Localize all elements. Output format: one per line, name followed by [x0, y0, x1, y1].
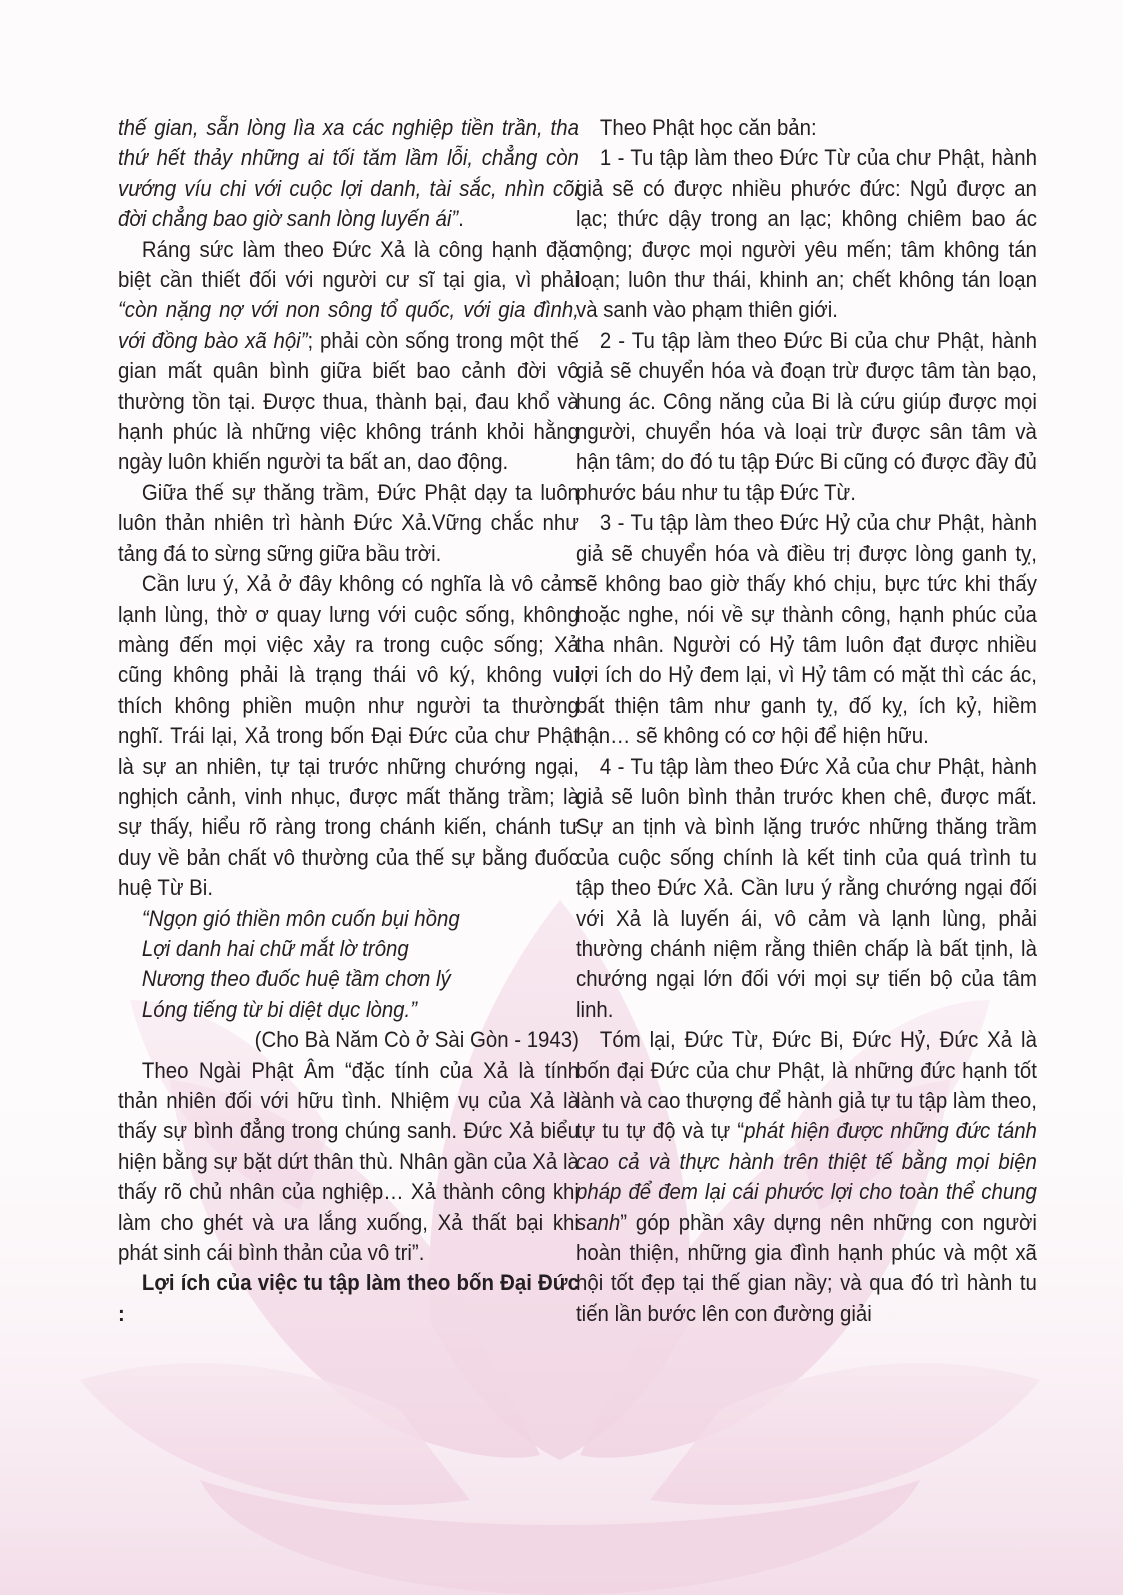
benefit-item-3: 3 - Tu tập làm theo Đức Hỷ của chư Phật, hành giả sẽ chuyển hóa và điều trị được lòng ganh tỵ, sẽ không bao giờ thấy khó chịu, bực tức khi thấy hoặc nghe, nói về sự thành công, hạnh phúc của tha nhân. Người có Hỷ tâm luôn đạt được nhiều lợi ích do Hỷ đem lại, vì Hỷ tâm có mặt thì các ác, bất thiện tâm như ganh tỵ, đố kỵ, ích kỷ, hiềm hận… sẽ không có cơ hội để hiện hữu. — [576, 510, 1037, 749]
verse-line-4: Lóng tiếng từ bi diệt dục lòng.” — [141, 996, 418, 1022]
verse-source: (Cho Bà Năm Cò ở Sài Gòn - 1943) — [254, 1027, 579, 1053]
benefit-item-2: 2 - Tu tập làm theo Đức Bi của chư Phật, hành giả sẽ chuyển hóa và đoạn trừ được tâm tàn bạo, hung ác. Công năng của Bi là cứu giúp được mọi người, chuyển hóa và loại trừ được sân tâm và hận tâm; do đó tu tập Đức Bi cũng có được đầy đủ phước báu như tu tập Đức Từ. — [576, 327, 1037, 505]
intro-line: Theo Phật học căn bản: — [599, 115, 817, 140]
right-column — [576, 113, 1037, 1329]
benefit-item-4: 4 - Tu tập làm theo Đức Xả của chư Phật, hành giả sẽ luôn bình thản trước khen chê, được mất. Sự an tịnh và bình lặng trước những thăng trầm của cuộc sống chính là kết tinh của quá trình tu tập theo Đức Xả. Cần lưu ý rằng chướng ngại đối với Xả là luyến ái, vô cảm và lạnh lùng, phải thường chánh niệm rằng thiên chấp là bất tịnh, là chướng ngại lớn đối với mọi sự tiến bộ của tâm linh. — [576, 753, 1037, 1022]
verse-line-3: Nương theo đuốc huệ tầm chơn lý — [141, 966, 451, 992]
paragraph-4: Cần lưu ý, Xả ở đây không có nghĩa là vô cảm lạnh lùng, thờ ơ quay lưng với cuộc sống, không màng đến mọi việc xảy ra trong cuộc sống; Xả cũng không phải là trạng thái vô ký, không vui thích không phiền muộn như người ta thường nghĩ. Trái lại, Xả trong bốn Đại Đức của chư Phật là sự an nhiên, tự tại trước những chướng ngại, nghịch cảnh, vinh nhục, được mất thăng trầm; là sự thấy, hiểu rõ ràng trong chánh kiến, chánh tư duy về bản chất vô thường của thế sự bằng đuốc huệ Từ Bi. — [118, 571, 579, 901]
conclusion-paragraph: Tóm lại, Đức Từ, Đức Bi, Đức Hỷ, Đức Xả là bốn đại Đức của chư Phật, là những đức hạnh tốt lành và cao thượng để hành giả tự tu tập làm theo, tự tu tự độ và tự “phát hiện được những đức tánh cao cả và thực hành trên thiệt tế bằng mọi biện pháp để đem lại cái phước lợi cho toàn thể chung sanh” góp phần xây dựng nên những con người hoàn thiện, những gia đình hạnh phúc và một xã hội tốt đẹp tại thế gian nầy; và qua đó trì hành tu tiến lần bước lên con đường giải — [576, 1027, 1037, 1326]
paragraph-3: Giữa thế sự thăng trầm, Đức Phật dạy ta luôn luôn thản nhiên trì hành Đức Xả.Vững chắc như tảng đá to sừng sững giữa bầu trời. — [118, 479, 579, 566]
paragraph-5: Theo Ngài Phật Âm “đặc tính của Xả là tính thản nhiên đối với hữu tình. Nhiệm vụ của Xả là thấy sự bình đẳng trong chúng sanh. Đức Xả biểu hiện bằng sự bặt dứt thân thù. Nhân gần của Xả là thấy rõ chủ nhân của nghiệp… Xả thành công khi làm cho ghét và ưa lắng xuống, Xả thất bại khi phát sinh cái bình thản của vô tri”. — [118, 1057, 579, 1266]
left-column — [118, 113, 579, 1329]
paragraph-2: Ráng sức làm theo Đức Xả là công hạnh đặc biệt cần thiết đối với người cư sĩ tại gia, vì phải “còn nặng nợ với non sông tổ quốc, với gia đình, với đồng bào xã hội”; phải còn sống trong một thế gian mất quân bình giữa biết bao cảnh đời vô thường tồn tại. Được thua, thành bại, đau khổ và hạnh phúc là những việc không tránh khỏi hằng ngày luôn khiến người ta bất an, dao động. — [118, 236, 579, 475]
paragraph-1: thế gian, sẵn lòng lìa xa các nghiệp tiền trần, tha thứ hết thảy những ai tối tăm lầm lỗi, chẳng còn vướng víu chi với cuộc lợi danh, tài sắc, nhìn cõi đời chẳng bao giờ sanh lòng luyến ái”. — [118, 115, 579, 232]
section-heading: Lợi ích của việc tu tập làm theo bốn Đại Đức : — [118, 1270, 579, 1326]
verse-line-1: “Ngọn gió thiền môn cuốn bụi hồng — [141, 905, 460, 931]
verse-line-2: Lợi danh hai chữ mắt lờ trông — [141, 935, 409, 961]
verse-block — [118, 904, 579, 1056]
benefit-item-1: 1 - Tu tập làm theo Đức Từ của chư Phật, hành giả sẽ có được nhiều phước đức: Ngủ được an lạc; thức dậy trong an lạc; không chiêm bao ác mộng; được mọi người yêu mến; tâm không tán loạn; luôn thư thái, khinh an; chết không tán loạn và sanh vào phạm thiên giới. — [576, 145, 1037, 323]
